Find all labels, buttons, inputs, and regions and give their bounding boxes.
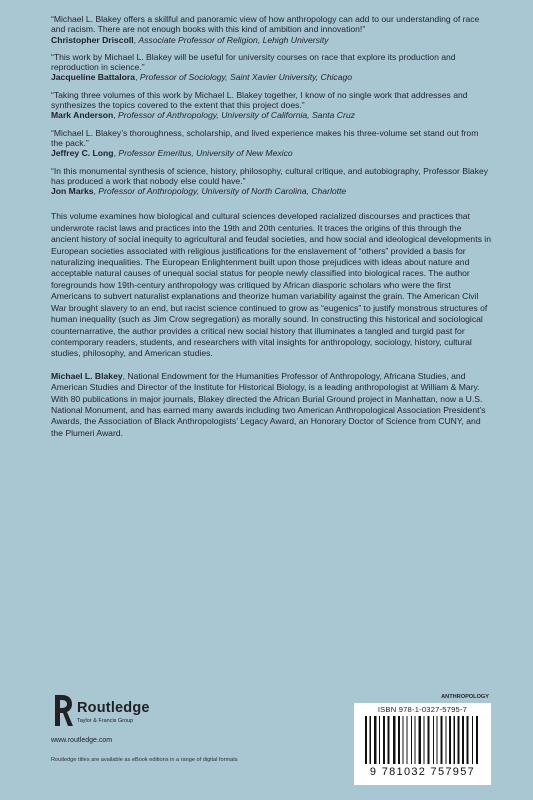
author-name: Michael L. Blakey	[51, 370, 123, 381]
subject-label: ANTHROPOLOGY	[441, 694, 489, 700]
barcode-bar	[472, 716, 473, 764]
endorser-name: Christopher Driscoll	[51, 34, 134, 45]
endorser-title: Professor Emeritus, University of New Mexico	[118, 148, 293, 159]
barcode-bar	[411, 716, 412, 764]
publisher-name: Routledge	[77, 700, 150, 716]
endorser-name: Jeffrey C. Long	[51, 148, 114, 159]
barcode-bar	[424, 716, 425, 764]
barcode-bar	[476, 716, 478, 764]
endorsement-quote	[51, 90, 491, 121]
endorsement-quote	[51, 166, 491, 197]
endorser-title: Associate Professor of Religion, Lehigh University	[138, 34, 329, 45]
endorsement-quote	[51, 14, 491, 45]
quote-text: “Taking three volumes of this work by Michael L. Blakey together, I know of no single work that addresses and synthesizes the topics covered to the extent that this project does.”	[51, 89, 468, 111]
book-description: This volume examines how biological and cultural sciences developed racialized discourses and practices that underwrote racist laws and practices into the 19th and 20th centuries. It traces the origins of this through the ancient history of social inequity to agricultural and feudal societies, and how social and ideological developments in European societies associated with religious justifications for the enslavement of “others” provided a basis for naturalizing inequalities. The European Enlightenment built upon those prejudices with ideas about nature and acceptable natural causes of unequal social status for people newly classified into biological races. The author foregrounds how 19th-century anthropology was critiqued by African diasporic scholars who were the first Americans to subvert naturalist explanations and theorize human variability against the grain. The American Civil War brought slavery to an end, but racist science continued to grow as “eugenics” to justify monstrous structures of human inequality (such as Jim Crow segregation) as morally sound. In constructing this historical and sociological counternarrative, the author provides a critical new social history that illuminates a tangled and turgid past for contemporary readers, students, and researchers with vital insights for anthropology, sociology, history, cultural studies, philosophy, and American studies.	[51, 211, 491, 359]
quote-attribution: Jeffrey C. Long, Professor Emeritus, University of New Mexico	[51, 148, 293, 159]
barcode-bar	[393, 716, 396, 764]
quote-attribution: Mark Anderson, Professor of Anthropology, University of California, Santa Cruz	[51, 110, 355, 121]
barcode-bar	[467, 716, 469, 764]
barcode-bar	[449, 716, 451, 764]
quote-text: “This work by Michael L. Blakey will be useful for university courses on race that explore its production and reproduction in science.”	[51, 51, 456, 73]
barcode-bar	[379, 716, 380, 764]
endorser-name: Jacqueline Battalora	[51, 72, 136, 83]
barcode-bar	[462, 716, 464, 764]
quote-attribution: Jacqueline Battalora, Professor of Sociology, Saint Xavier University, Chicago	[51, 72, 353, 83]
routledge-logo-icon	[51, 694, 73, 727]
endorser-name: Mark Anderson	[51, 110, 114, 121]
quote-text: “Michael L. Blakey’s thoroughness, scholarship, and lived experience makes his three-volume set stand out from the pack.”	[51, 127, 479, 148]
quote-attribution: Jon Marks, Professor of Anthropology, University of North Carolina, Charlotte	[51, 186, 347, 197]
barcode-bar	[437, 716, 438, 764]
publisher-website: www.routledge.com	[51, 737, 113, 744]
endorser-title: Professor of Anthropology, University of North Carolina, Charlotte	[98, 186, 347, 197]
barcode-bar	[388, 716, 390, 764]
endorser-title: Professor of Sociology, Saint Xavier University, Chicago	[139, 72, 353, 83]
barcode-bar	[365, 716, 367, 764]
barcode-bars	[365, 716, 480, 766]
quote-attribution: Christopher Driscoll, Associate Professor of Religion, Lehigh University	[51, 34, 329, 45]
publisher-tagline: Taylor & Francis Group	[77, 718, 134, 724]
barcode-bar	[446, 716, 447, 764]
barcode-bar	[398, 716, 400, 764]
barcode-bar	[428, 716, 430, 764]
publisher-logo	[51, 694, 191, 734]
back-cover-text	[51, 14, 491, 439]
barcode-bar	[370, 716, 372, 764]
author-bio	[51, 371, 491, 439]
barcode-bar	[415, 716, 416, 764]
barcode-bar	[374, 716, 377, 764]
endorsement-quote	[51, 128, 491, 159]
barcode-bar	[419, 716, 422, 764]
quote-text: “In this monumental synthesis of science, history, philosophy, cultural critique, and autobiography, Professor Blakey has produced a work that nobody else could have.”	[51, 165, 489, 186]
barcode-bar	[458, 716, 460, 764]
barcode-bar	[403, 716, 404, 764]
barcode-bar	[454, 716, 456, 764]
quote-text: “Michael L. Blakey offers a skillful and panoramic view of how anthropology can add to our understanding of race and racism. There are not enough books with this kind of ambition and innovation!”	[51, 14, 480, 35]
endorsement-quote	[51, 52, 491, 83]
isbn-number: 9 781032 757957	[369, 766, 476, 778]
barcode-bar	[433, 716, 434, 764]
endorser-name: Jon Marks	[51, 186, 94, 197]
endorser-title: Professor of Anthropology, University of California, Santa Cruz	[118, 110, 355, 121]
barcode-bar	[407, 716, 408, 764]
isbn-label: ISBN 978-1-0327-5795-7	[377, 705, 468, 714]
barcode-bar	[383, 716, 385, 764]
isbn-barcode	[354, 703, 491, 785]
author-bio-text: , National Endowment for the Humanities Professor of Anthropology, Africana Studies, and American Studies and Director of the Institute for Historical Biology, is a leading anthropologist at William & Mary. With 80 publications in major journals, Blakey directed the African Burial Ground project in Manhattan, now a U.S. National Monument, and has earned many awards including two American Anthropological Association President’s Awards, the Association of Black Anthropologists’ Legacy Award, an Honorary Doctor of Science from CUNY, and the Plumeri Award.	[51, 370, 486, 438]
cover-footer	[51, 694, 491, 794]
barcode-bar	[441, 716, 443, 764]
ebook-note: Routledge titles are available as eBook editions in a range of digital formats	[51, 757, 238, 763]
